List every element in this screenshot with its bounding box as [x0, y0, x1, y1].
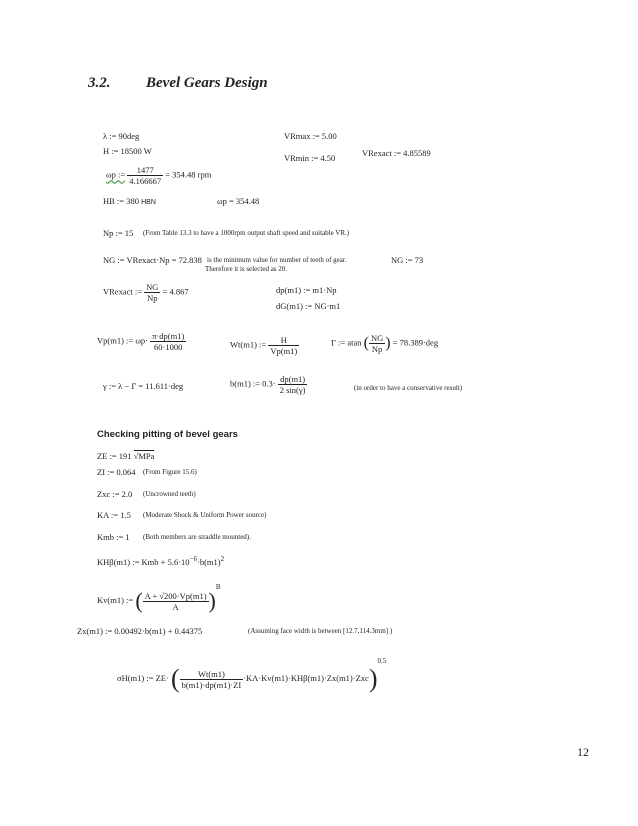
eq-wp-eval: ωp = 354.48 — [217, 196, 260, 206]
np-note: (From Table 13.3 to have a 1000rpm output shaft speed and suitable VR.) — [143, 229, 350, 237]
hb-value: HB := 380 — [103, 196, 139, 206]
wp-fraction — [127, 165, 163, 186]
eq-ng-set: NG := 73 — [391, 255, 424, 265]
eq-zx: Zx(m1) := 0.00492·b(m1) + 0.44375 — [77, 626, 203, 636]
eq-contact-stress — [117, 657, 386, 694]
wp-result: = 354.48 rpm — [165, 169, 212, 180]
eq-kv — [97, 583, 221, 614]
eq-power: H := 18500 W — [103, 146, 152, 156]
khb-square: 2 — [220, 555, 225, 563]
eq-vrexact: VRexact := 4.85589 — [362, 148, 431, 158]
sigma-exponent: 0.5 — [377, 657, 387, 665]
wt-denominator: Vp(m1) — [270, 346, 298, 356]
kv-open-paren: ( — [135, 588, 143, 614]
khb-exponent: −6 — [189, 555, 197, 563]
eq-zi: ZI := 0.064 — [97, 467, 136, 477]
eq-dp: dp(m1) := m1·Np — [276, 285, 337, 295]
section-number: 3.2. — [88, 75, 111, 91]
sigma-open-paren: ( — [171, 664, 180, 694]
gamma-denominator: Np — [371, 344, 383, 354]
zxc-note: (Uncrowned teeth) — [143, 490, 196, 498]
eq-vrmax: VRmax := 5.00 — [284, 131, 337, 141]
eq-khb — [97, 555, 224, 567]
khb-tail: ·b(m1) — [196, 556, 221, 567]
gamma-close-paren: ) — [385, 334, 391, 352]
wt-lhs: Wt(m1) := — [230, 339, 267, 350]
wt-numerator: H — [268, 335, 299, 346]
eq-kmb: Kmb := 1 — [97, 532, 130, 542]
page-number: 12 — [577, 745, 589, 759]
wp-denominator: 4.166667 — [129, 176, 162, 186]
b-fraction — [278, 374, 308, 395]
gamma-fraction — [369, 333, 385, 354]
eq-vrexact-recalc — [103, 282, 189, 303]
khb-lhs: KHβ(m1) := Kmb + 5.6·10 — [97, 556, 190, 567]
b-note: (in order to have a conservative result) — [354, 384, 463, 392]
vp-lhs: Vp(m1) := ωp· — [97, 335, 148, 346]
hb-unit: HBN — [141, 199, 156, 206]
kv-exponent: B — [215, 583, 221, 591]
sigma-fraction — [180, 669, 243, 690]
eq-gamma: γ := λ − Γ = 11.611·deg — [103, 381, 184, 391]
vrexact2-fraction — [144, 282, 160, 303]
b-numerator: dp(m1) — [278, 374, 308, 385]
kmb-note: (Both members are straddle mounted). — [143, 533, 251, 541]
sigma-close-paren: ) — [368, 664, 378, 694]
sigma-denominator: b(m1)·dp(m1)·ZI — [181, 679, 242, 690]
eq-pinion-speed — [106, 165, 211, 186]
sigma-tail: ·KA·Kv(m1)·KHβ(m1)·Zx(m1)·Zxc — [243, 673, 369, 683]
section-subheading: Checking pitting of bevel gears — [97, 429, 238, 440]
sigma-numerator: Wt(m1) — [180, 669, 243, 680]
kv-close-paren: ) — [208, 588, 216, 614]
vrexact2-denominator: Np — [147, 293, 158, 303]
eq-dg: dG(m1) := NG·m1 — [276, 301, 341, 311]
eq-ze — [97, 451, 154, 461]
eq-face-width — [230, 374, 307, 395]
section-heading — [88, 75, 268, 92]
b-denominator: 2 sin(γ) — [279, 385, 306, 395]
zx-note: (Assuming face width is between [12.7,114.3mm] ) — [248, 627, 393, 635]
zi-note: (From Figure 15.6) — [143, 468, 197, 476]
gamma-open-paren: ( — [363, 334, 369, 352]
eq-lambda: λ := 90deg — [103, 131, 140, 141]
ka-note: (Moderate Shock & Uniform Power source) — [143, 511, 267, 519]
vrexact2-lhs: VRexact := — [103, 286, 143, 297]
ze-value: ZE := 191 — [97, 451, 132, 461]
eq-ka: KA := 1.5 — [97, 510, 131, 520]
eq-pitch-angle — [331, 333, 438, 354]
wt-fraction — [268, 335, 299, 356]
kv-lhs: Kv(m1) := — [97, 595, 134, 605]
gamma-numerator: NG — [370, 333, 384, 343]
wp-numerator: 1477 — [127, 165, 163, 176]
ze-unit: √MPa — [133, 451, 155, 461]
kv-denominator: A — [172, 601, 179, 612]
vp-fraction — [150, 331, 186, 352]
ng-note-2: Therefore it is selected as 20. — [205, 265, 288, 273]
vrexact2-numerator: NG — [146, 282, 159, 292]
kv-numerator: A + √200·Vp(m1) — [144, 590, 207, 601]
sigma-lhs: σH(m1) := ZE· — [117, 673, 169, 683]
wp-lhs: ωp := — [106, 169, 126, 180]
eq-vrmin: VRmin := 4.50 — [284, 153, 336, 163]
kv-fraction — [143, 591, 209, 612]
eq-hardness — [103, 196, 156, 206]
eq-ng-calc: NG := VRexact·Np = 72.838 — [103, 255, 202, 265]
vp-denominator: 60·1000 — [154, 342, 183, 352]
b-lhs: b(m1) := 0.3· — [230, 378, 276, 389]
eq-np: Np := 15 — [103, 228, 134, 238]
vrexact2-result: = 4.867 — [162, 286, 189, 297]
gamma-result: = 78.389·deg — [392, 337, 439, 348]
vp-numerator: π·dp(m1) — [152, 331, 185, 341]
eq-tangential-load — [230, 335, 299, 356]
ng-note-1: is the minimum value for number of teeth of gear. — [207, 256, 347, 264]
section-title: Bevel Gears Design — [146, 75, 268, 91]
gamma-lhs: Γ := atan — [331, 337, 362, 348]
eq-zxc: Zxc := 2.0 — [97, 489, 133, 499]
eq-pitch-velocity — [97, 331, 186, 352]
